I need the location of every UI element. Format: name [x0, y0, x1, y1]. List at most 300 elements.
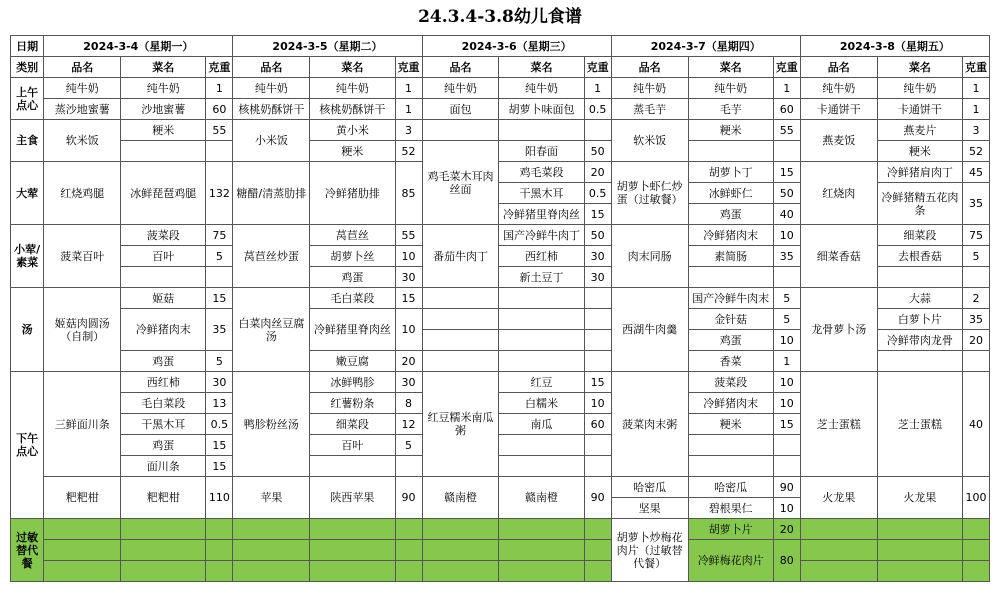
table-cell: 纯牛奶: [688, 78, 773, 99]
table-cell: 0.5: [206, 414, 233, 435]
table-cell: 香菜: [688, 351, 773, 372]
table-cell: 胡萝卜片: [688, 519, 773, 540]
table-cell: 15: [206, 456, 233, 477]
table-cell: [962, 540, 989, 561]
table-cell: 赣南橙: [422, 477, 499, 519]
table-cell: 5: [962, 246, 989, 267]
table-cell: 纯牛奶: [611, 78, 688, 99]
table-cell: 哈密瓜: [611, 477, 688, 498]
table-cell: 胡萝卜丁: [688, 162, 773, 183]
table-cell: 1: [773, 78, 800, 99]
header-row-dates: [11, 36, 990, 57]
table-row: [11, 540, 990, 561]
table-cell: 小米饭: [233, 120, 310, 162]
table-cell: [422, 288, 499, 309]
table-cell: 纯牛奶: [310, 78, 395, 99]
table-cell: 5: [206, 246, 233, 267]
col-item: 品名: [233, 57, 310, 78]
table-cell: 30: [206, 372, 233, 393]
table-cell: 菠菜肉末粥: [611, 372, 688, 477]
table-cell: 55: [206, 120, 233, 141]
table-cell: 白萝卜片: [877, 309, 962, 330]
table-cell: [499, 288, 584, 309]
table-cell: [584, 519, 611, 540]
table-cell: [773, 141, 800, 162]
table-row: [11, 561, 990, 582]
table-cell: 冷鲜梅花肉片: [688, 540, 773, 582]
table-cell: [962, 267, 989, 288]
table-cell: [688, 435, 773, 456]
table-cell: [44, 519, 121, 540]
table-cell: 35: [206, 309, 233, 351]
col-item: 品名: [422, 57, 499, 78]
table-cell: 0.5: [584, 183, 611, 204]
table-cell: 冰鲜鸭胗: [310, 372, 395, 393]
table-cell: 2: [962, 288, 989, 309]
table-cell: 1: [206, 78, 233, 99]
table-cell: [310, 540, 395, 561]
table-cell: [962, 351, 989, 372]
table-cell: 1: [584, 78, 611, 99]
table-cell: [395, 519, 422, 540]
table-cell: 80: [773, 540, 800, 582]
table-cell: 蒸毛芋: [611, 99, 688, 120]
table-cell: 菠菜百叶: [44, 225, 121, 288]
table-cell: 胡萝卜炒梅花肉片（过敏替代餐）: [611, 519, 688, 582]
day-header-tue: 2024-3-5（星期二）: [233, 36, 422, 57]
category-allergy: 过敏替代餐: [11, 519, 44, 582]
table-cell: 冷鲜猪肩肉丁: [877, 162, 962, 183]
table-cell: 卡通饼干: [877, 99, 962, 120]
table-cell: 8: [395, 393, 422, 414]
table-cell: [688, 267, 773, 288]
table-cell: [584, 561, 611, 582]
table-cell: 火龙果: [877, 477, 962, 519]
table-cell: 胡萝卜虾仁炒蛋（过敏餐）: [611, 162, 688, 225]
table-cell: [499, 561, 584, 582]
table-cell: 75: [962, 225, 989, 246]
table-cell: [310, 456, 395, 477]
table-cell: 1: [962, 99, 989, 120]
table-cell: 毛白菜段: [121, 393, 206, 414]
table-cell: [422, 309, 499, 330]
table-cell: 50: [584, 141, 611, 162]
table-cell: [233, 561, 310, 582]
table-cell: [422, 519, 499, 540]
header-row-columns: [11, 57, 990, 78]
table-cell: 60: [206, 99, 233, 120]
table-cell: 鸭胗粉丝汤: [233, 372, 310, 477]
table-cell: 60: [773, 99, 800, 120]
table-cell: 100: [962, 477, 989, 519]
table-cell: 20: [395, 351, 422, 372]
table-cell: 粳米: [688, 414, 773, 435]
table-cell: 莴苣丝: [310, 225, 395, 246]
table-cell: 核桃奶酥饼干: [233, 99, 310, 120]
table-cell: 40: [773, 204, 800, 225]
table-cell: 碧根果仁: [688, 498, 773, 519]
table-cell: 鸡蛋: [688, 330, 773, 351]
table-cell: 去根香菇: [877, 246, 962, 267]
table-cell: 粑粑柑: [121, 477, 206, 519]
table-cell: 52: [395, 141, 422, 162]
table-cell: 细菜段: [310, 414, 395, 435]
table-cell: [310, 519, 395, 540]
table-cell: 芝士蛋糕: [800, 372, 877, 477]
table-cell: [800, 540, 877, 561]
table-cell: 10: [395, 246, 422, 267]
category-soup: 汤: [11, 288, 44, 372]
table-cell: 60: [584, 414, 611, 435]
table-cell: [121, 540, 206, 561]
table-cell: 国产冷鲜牛肉丁: [499, 225, 584, 246]
table-cell: 30: [584, 246, 611, 267]
table-row: [11, 225, 990, 246]
table-cell: [422, 330, 499, 351]
table-cell: 0.5: [584, 99, 611, 120]
table-cell: 蒸沙地蜜薯: [44, 99, 121, 120]
table-cell: 冷鲜猪里脊肉丝: [310, 309, 395, 351]
table-row: [11, 372, 990, 393]
table-cell: 15: [206, 435, 233, 456]
table-cell: [800, 561, 877, 582]
col-weight: 克重: [395, 57, 422, 78]
table-cell: 10: [773, 498, 800, 519]
table-cell: 面川条: [121, 456, 206, 477]
table-cell: 5: [206, 351, 233, 372]
table-cell: 百叶: [310, 435, 395, 456]
table-cell: 燕麦片: [877, 120, 962, 141]
table-cell: 纯牛奶: [800, 78, 877, 99]
table-cell: [962, 561, 989, 582]
table-cell: 坚果: [611, 498, 688, 519]
day-header-wed: 2024-3-6（星期三）: [422, 36, 611, 57]
table-cell: [233, 519, 310, 540]
table-cell: [584, 309, 611, 330]
table-cell: 菠菜段: [688, 372, 773, 393]
table-cell: [422, 561, 499, 582]
table-cell: 冷鲜猪精五花肉条: [877, 183, 962, 225]
table-cell: 软米饭: [611, 120, 688, 162]
table-cell: [395, 561, 422, 582]
table-cell: 白菜肉丝豆腐汤: [233, 288, 310, 372]
table-cell: 10: [395, 309, 422, 351]
table-cell: 西红柿: [121, 372, 206, 393]
table-cell: 胡萝卜丝: [310, 246, 395, 267]
table-row: [11, 519, 990, 540]
table-cell: 35: [962, 309, 989, 330]
table-cell: 细菜香菇: [800, 225, 877, 288]
table-cell: 赣南橙: [499, 477, 584, 519]
table-cell: 大蒜: [877, 288, 962, 309]
category-staple: 主食: [11, 120, 44, 162]
table-cell: 冷鲜带肉龙骨: [877, 330, 962, 351]
table-cell: 软米饭: [44, 120, 121, 162]
table-cell: 10: [773, 225, 800, 246]
table-cell: [584, 330, 611, 351]
table-cell: 10: [584, 393, 611, 414]
table-cell: [877, 540, 962, 561]
col-ingredient: 菜名: [310, 57, 395, 78]
table-cell: 白糯米: [499, 393, 584, 414]
table-row: [11, 162, 990, 183]
table-cell: 菠菜段: [121, 225, 206, 246]
table-cell: 50: [773, 183, 800, 204]
table-cell: 110: [206, 477, 233, 519]
table-cell: [121, 267, 206, 288]
table-cell: 龙骨萝卜汤: [800, 288, 877, 372]
table-cell: [121, 519, 206, 540]
table-cell: [499, 351, 584, 372]
table-cell: 15: [584, 372, 611, 393]
table-cell: 粳米: [121, 120, 206, 141]
table-cell: [44, 540, 121, 561]
table-cell: [499, 330, 584, 351]
table-cell: 核桃奶酥饼干: [310, 99, 395, 120]
table-cell: 1: [962, 78, 989, 99]
table-cell: 红烧肉: [800, 162, 877, 225]
table-cell: [584, 351, 611, 372]
menu-table: [10, 35, 990, 582]
col-ingredient: 菜名: [877, 57, 962, 78]
category-label: 类别: [11, 57, 44, 78]
table-cell: [422, 120, 499, 141]
table-cell: 卡通饼干: [800, 99, 877, 120]
table-cell: 52: [962, 141, 989, 162]
table-cell: 冷鲜猪肋排: [310, 162, 395, 225]
table-cell: [688, 456, 773, 477]
col-ingredient: 菜名: [121, 57, 206, 78]
table-cell: 粳米: [877, 141, 962, 162]
category-side-dish: 小荤/素菜: [11, 225, 44, 288]
col-item: 品名: [800, 57, 877, 78]
table-cell: 国产冷鲜牛肉末: [688, 288, 773, 309]
table-cell: 新土豆丁: [499, 267, 584, 288]
table-cell: [206, 267, 233, 288]
date-label: 日期: [11, 36, 44, 57]
day-header-mon: 2024-3-4（星期一）: [44, 36, 233, 57]
table-cell: 30: [395, 372, 422, 393]
table-cell: 鸡蛋: [310, 267, 395, 288]
table-cell: [877, 561, 962, 582]
table-cell: 20: [773, 519, 800, 540]
table-cell: [310, 561, 395, 582]
col-item: 品名: [611, 57, 688, 78]
table-cell: 1: [773, 351, 800, 372]
col-weight: 克重: [773, 57, 800, 78]
table-cell: 干黑木耳: [121, 414, 206, 435]
table-cell: 纯牛奶: [121, 78, 206, 99]
table-cell: 15: [773, 414, 800, 435]
table-cell: 35: [773, 246, 800, 267]
table-cell: 冷鲜猪肉末: [688, 393, 773, 414]
table-cell: [584, 435, 611, 456]
table-cell: 90: [584, 477, 611, 519]
table-cell: [499, 120, 584, 141]
table-cell: 沙地蜜薯: [121, 99, 206, 120]
table-cell: 肉末同肠: [611, 225, 688, 288]
table-cell: [877, 351, 962, 372]
col-ingredient: 菜名: [688, 57, 773, 78]
table-cell: 冰鲜琵琶鸡腿: [121, 162, 206, 225]
table-cell: 3: [962, 120, 989, 141]
table-cell: 纯牛奶: [877, 78, 962, 99]
table-cell: 毛芋: [688, 99, 773, 120]
table-cell: 粳米: [310, 141, 395, 162]
table-cell: 干黑木耳: [499, 183, 584, 204]
table-cell: [584, 540, 611, 561]
table-cell: 30: [584, 267, 611, 288]
table-cell: 黄小米: [310, 120, 395, 141]
table-cell: 红豆糯米南瓜粥: [422, 372, 499, 477]
table-cell: [584, 120, 611, 141]
table-cell: [121, 561, 206, 582]
table-cell: 12: [395, 414, 422, 435]
table-cell: 15: [584, 204, 611, 225]
table-cell: [773, 435, 800, 456]
col-weight: 克重: [206, 57, 233, 78]
table-cell: 3: [395, 120, 422, 141]
table-row: [11, 477, 990, 498]
table-cell: 莴苣丝炒蛋: [233, 225, 310, 288]
table-cell: 5: [395, 435, 422, 456]
table-cell: [499, 456, 584, 477]
table-cell: 35: [962, 183, 989, 225]
table-cell: 毛白菜段: [310, 288, 395, 309]
table-cell: [499, 540, 584, 561]
table-row: [11, 288, 990, 309]
day-header-fri: 2024-3-8（星期五）: [800, 36, 989, 57]
table-cell: 西红柿: [499, 246, 584, 267]
table-cell: [800, 519, 877, 540]
table-cell: 糖醋/清蒸肋排: [233, 162, 310, 225]
table-cell: [206, 561, 233, 582]
table-cell: 燕麦饭: [800, 120, 877, 162]
table-cell: 10: [773, 372, 800, 393]
table-cell: 红薯粉条: [310, 393, 395, 414]
table-cell: 10: [773, 393, 800, 414]
table-cell: [584, 288, 611, 309]
table-cell: 芝士蛋糕: [877, 372, 962, 477]
table-cell: [584, 456, 611, 477]
table-cell: [499, 309, 584, 330]
table-cell: 5: [773, 288, 800, 309]
table-cell: 胡萝卜味面包: [499, 99, 584, 120]
table-cell: 红豆: [499, 372, 584, 393]
table-row: [11, 120, 990, 141]
day-header-thu: 2024-3-7（星期四）: [611, 36, 800, 57]
table-cell: 75: [206, 225, 233, 246]
table-cell: 90: [395, 477, 422, 519]
table-cell: 细菜段: [877, 225, 962, 246]
table-cell: [962, 519, 989, 540]
table-cell: 南瓜: [499, 414, 584, 435]
table-cell: 132: [206, 162, 233, 225]
table-cell: [773, 456, 800, 477]
table-cell: 1: [395, 78, 422, 99]
table-cell: 冰鲜虾仁: [688, 183, 773, 204]
table-cell: 45: [962, 162, 989, 183]
table-cell: 粑粑柑: [44, 477, 121, 519]
table-cell: 百叶: [121, 246, 206, 267]
table-cell: 50: [584, 225, 611, 246]
table-cell: 粳米: [688, 120, 773, 141]
table-cell: 阳春面: [499, 141, 584, 162]
col-ingredient: 菜名: [499, 57, 584, 78]
table-cell: 鸡蛋: [688, 204, 773, 225]
table-cell: 15: [395, 288, 422, 309]
table-cell: 纯牛奶: [499, 78, 584, 99]
col-item: 品名: [44, 57, 121, 78]
table-cell: 20: [584, 162, 611, 183]
table-cell: 西湖牛肉羹: [611, 288, 688, 372]
table-cell: 纯牛奶: [44, 78, 121, 99]
table-cell: 姬菇: [121, 288, 206, 309]
table-cell: [877, 267, 962, 288]
table-cell: 素简肠: [688, 246, 773, 267]
col-weight: 克重: [584, 57, 611, 78]
table-cell: [206, 141, 233, 162]
table-cell: 嫩豆腐: [310, 351, 395, 372]
table-cell: [233, 540, 310, 561]
table-cell: [422, 351, 499, 372]
table-cell: 90: [773, 477, 800, 498]
table-cell: 鸡蛋: [121, 351, 206, 372]
table-cell: 20: [962, 330, 989, 351]
table-cell: 55: [773, 120, 800, 141]
table-cell: 三鲜面川条: [44, 372, 121, 477]
table-cell: 冷鲜猪肉末: [688, 225, 773, 246]
table-cell: 鸡毛菜木耳肉丝面: [422, 141, 499, 225]
table-cell: 40: [962, 372, 989, 477]
table-cell: 姬菇肉圆汤（自制）: [44, 288, 121, 372]
table-cell: [395, 540, 422, 561]
table-cell: [206, 540, 233, 561]
table-cell: 金针菇: [688, 309, 773, 330]
table-cell: 10: [773, 330, 800, 351]
table-cell: 纯牛奶: [422, 78, 499, 99]
table-cell: 55: [395, 225, 422, 246]
table-cell: 冷鲜猪里脊肉丝: [499, 204, 584, 225]
table-cell: [44, 561, 121, 582]
page-title: 24.3.4-3.8幼儿食谱: [418, 7, 582, 27]
table-cell: [121, 141, 206, 162]
table-cell: 1: [395, 99, 422, 120]
table-cell: 15: [206, 288, 233, 309]
table-cell: 85: [395, 162, 422, 225]
col-weight: 克重: [962, 57, 989, 78]
category-snack-pm: 下午点心: [11, 372, 44, 519]
table-cell: [395, 456, 422, 477]
table-cell: 15: [773, 162, 800, 183]
table-cell: [773, 267, 800, 288]
table-cell: [206, 519, 233, 540]
table-cell: 5: [773, 309, 800, 330]
table-cell: 番茄牛肉丁: [422, 225, 499, 288]
table-cell: [499, 519, 584, 540]
table-cell: 火龙果: [800, 477, 877, 519]
table-cell: 哈密瓜: [688, 477, 773, 498]
table-cell: 红烧鸡腿: [44, 162, 121, 225]
table-cell: 陕西苹果: [310, 477, 395, 519]
table-cell: 冷鲜猪肉末: [121, 309, 206, 351]
category-main-dish: 大荤: [11, 162, 44, 225]
table-cell: [688, 141, 773, 162]
table-cell: 苹果: [233, 477, 310, 519]
table-cell: 纯牛奶: [233, 78, 310, 99]
table-cell: [499, 435, 584, 456]
category-snack-am: 上午点心: [11, 78, 44, 120]
